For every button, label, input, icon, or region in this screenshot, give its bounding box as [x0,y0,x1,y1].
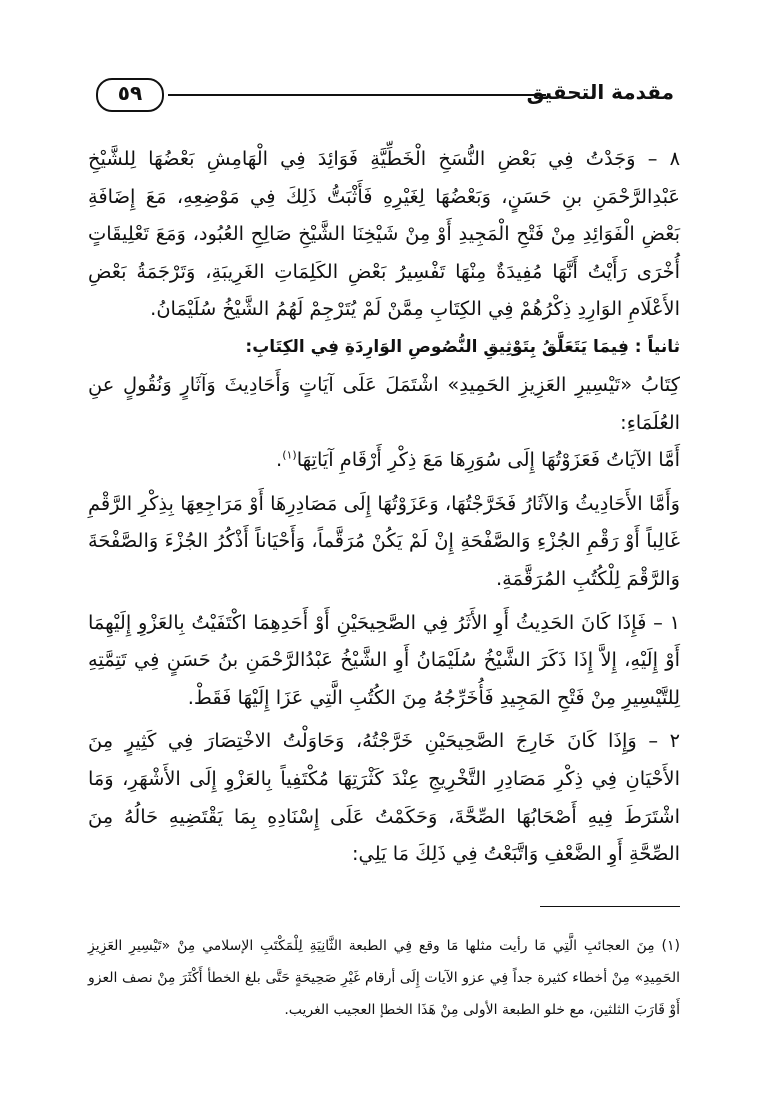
page-number: ٥٩ [117,81,143,105]
header-rule [168,94,546,96]
verses-text: أَمَّا الآيَاتُ فَعَزَوْتُهَا إِلَى سُوَرِهَا مَعَ ذِكْرِ أَرْقَامِ آيَاتِهَا [296,448,680,472]
paragraph-rule-2: ٢ – وَإِذَا كَانَ خَارِجَ الصَّحِيحَيْنِ خَرَّجْتُهُ، وَحَاوَلْتُ الاخْتِصَارَ فِي كَثِيرٍ مِنَ الأَحْيَانِ فِي ذِكْرِ مَصَادِرِ التَّخْرِيجِ عِنْدَ كَثْرَتِهَا مُكْتَفِياً بِالعَزْوِ إِلَى الأَشْهَرِ، وَمَا اشْتَرَطَ فِيهِ أَصْحَابُهَا الصِّحَّةَ، وَحَكَمْتُ عَلَى إِسْنَادِهِ بِمَا يَقْتَضِيهِ حَالُهُ مِنَ الصِّحَّةِ أَوِ الضَّعْفِ وَاتَّبَعْتُ فِي ذَلِكَ مَا يَلِي: [88,729,680,866]
page-number-frame [96,78,164,112]
paragraph-rule-1: ١ – فَإِذَا كَانَ الحَدِيثُ أَوِ الأَثَرُ فِي الصَّحِيحَيْنِ أَوْ أَحَدِهِمَا اكْتَفَيْتُ بِالعَزْوِ إِلَيْهِمَا أَوْ إِلَيْهِ، إِلاَّ إِذَا ذَكَرَ الشَّيْخُ سُلَيْمَانُ أَوِ الشَّيْخُ عَبْدُالرَّحْمَنِ بنُ حَسَنٍ فِي تَتِمَّتِهِ لِلتَّيْسِيرِ مِنْ فَتْحِ المَجِيدِ فَأُخَرِّجُهُ مِنَ الكُتُبِ الَّتِي عَزَا إِلَيْهَا فَقَطْ. [88,610,680,709]
body-text [88,140,680,873]
footnote-separator [540,906,680,907]
paragraph-intro: كِتَابُ «تَيْسِيرِ العَزِيزِ الحَمِيدِ» اشْتَمَلَ عَلَى آيَاتٍ وَأَحَادِيثَ وَآثَارٍ وَنُقُولٍ عنِ العُلَمَاءِ: [88,372,680,434]
running-header [88,76,674,116]
section-heading: ثانياً : فِيمَا يَتَعَلَّقُ بِتَوْثِيقِ النُّصُوصِ الوَارِدَةِ فِي الكِتَابِ: [245,336,680,357]
footnote-reference: (١) [282,448,297,462]
paragraph-verses: أَمَّا الآيَاتُ فَعَزَوْتُهَا إِلَى سُوَرِهَا مَعَ ذِكْرِ أَرْقَامِ آيَاتِهَا$^{(١)}$. [276,448,680,472]
footnotes [88,930,680,1026]
chapter-title: مقدمة التحقيق [526,80,674,104]
paragraph-item-8: ٨ – وَجَدْتُ فِي بَعْضِ النُّسَخِ الْخَطِّيَّةِ فَوَائِدَ فِي الْهَامِشِ بَعْضُهَا لِلشَّيْخِ عَبْدِالرَّحْمَنِ بنِ حَسَنٍ، وَبَعْضُهَا لِغَيْرِهِ فَأَثْبَتُّ ذَلِكَ فِي مَوْضِعِهِ، مَعَ إِضَافَةِ بَعْضِ الْفَوَائِدِ مِنْ فَتْحِ الْمَجِيدِ أَوْ مِنْ شَيْخِنَا الشَّيْخِ صَالِحِ العُبُود، وَمَعَ تَعْلِيقَاتٍ أُخْرَى رَأَيْتُ أَنَّهَا مُفِيدَةٌ مِنْهَا تَفْسِيرُ بَعْضِ الكَلِمَاتِ الغَرِيبَةِ، وَتَرْجَمَةُ بَعْضِ الأَعْلَامِ الوَارِدِ ذِكْرُهُمْ فِي الكِتَابِ مِمَّنْ لَمْ يُتَرْجِمْ لَهُمُ الشَّيْخُ سُلَيْمَانُ. [88,147,680,321]
footnote-1: (١) مِنَ العجائبِ الَّتِي مَا رأيت مثلها مَا وقع فِي الطبعة الثَّانِيَةِ لِلْمَكْتَبِ الإسلامي مِنْ «تَيْسِيرِ العَزِيزِ الحَمِيدِ» مِنْ أخطاء كثيرة جداً فِي عزو الآيات إِلَى أرقام غَيْرِ صَحِيحَةٍ حَتَّى بلغ الخطأ أَكْثَرَ مِنْ نصف العزو أَوْ قَارَبَ الثلثين، مع خلو الطبعة الأولى مِنْ هَذَا الخطإ العجيب الغريب. [88,938,680,1018]
paragraph-hadith: وَأَمَّا الأَحَادِيثُ وَالآثَارُ فَخَرَّجْتُهَا، وَعَزَوْتُهَا إِلَى مَصَادِرِهَا أَوْ مَرَاجِعِهَا بِذِكْرِ الرَّقْمِ غَالِباً أَوْ رَقْمِ الجُزْءِ وَالصَّفْحَةِ إِنْ لَمْ يَكُنْ مُرَقَّماً، وَأَحْيَاناً أَذْكُرُ الجُزْءَ وَالصَّفْحَةَ وَالرَّقْمَ لِلْكُتُبِ المُرَقَّمَةِ. [88,491,680,590]
